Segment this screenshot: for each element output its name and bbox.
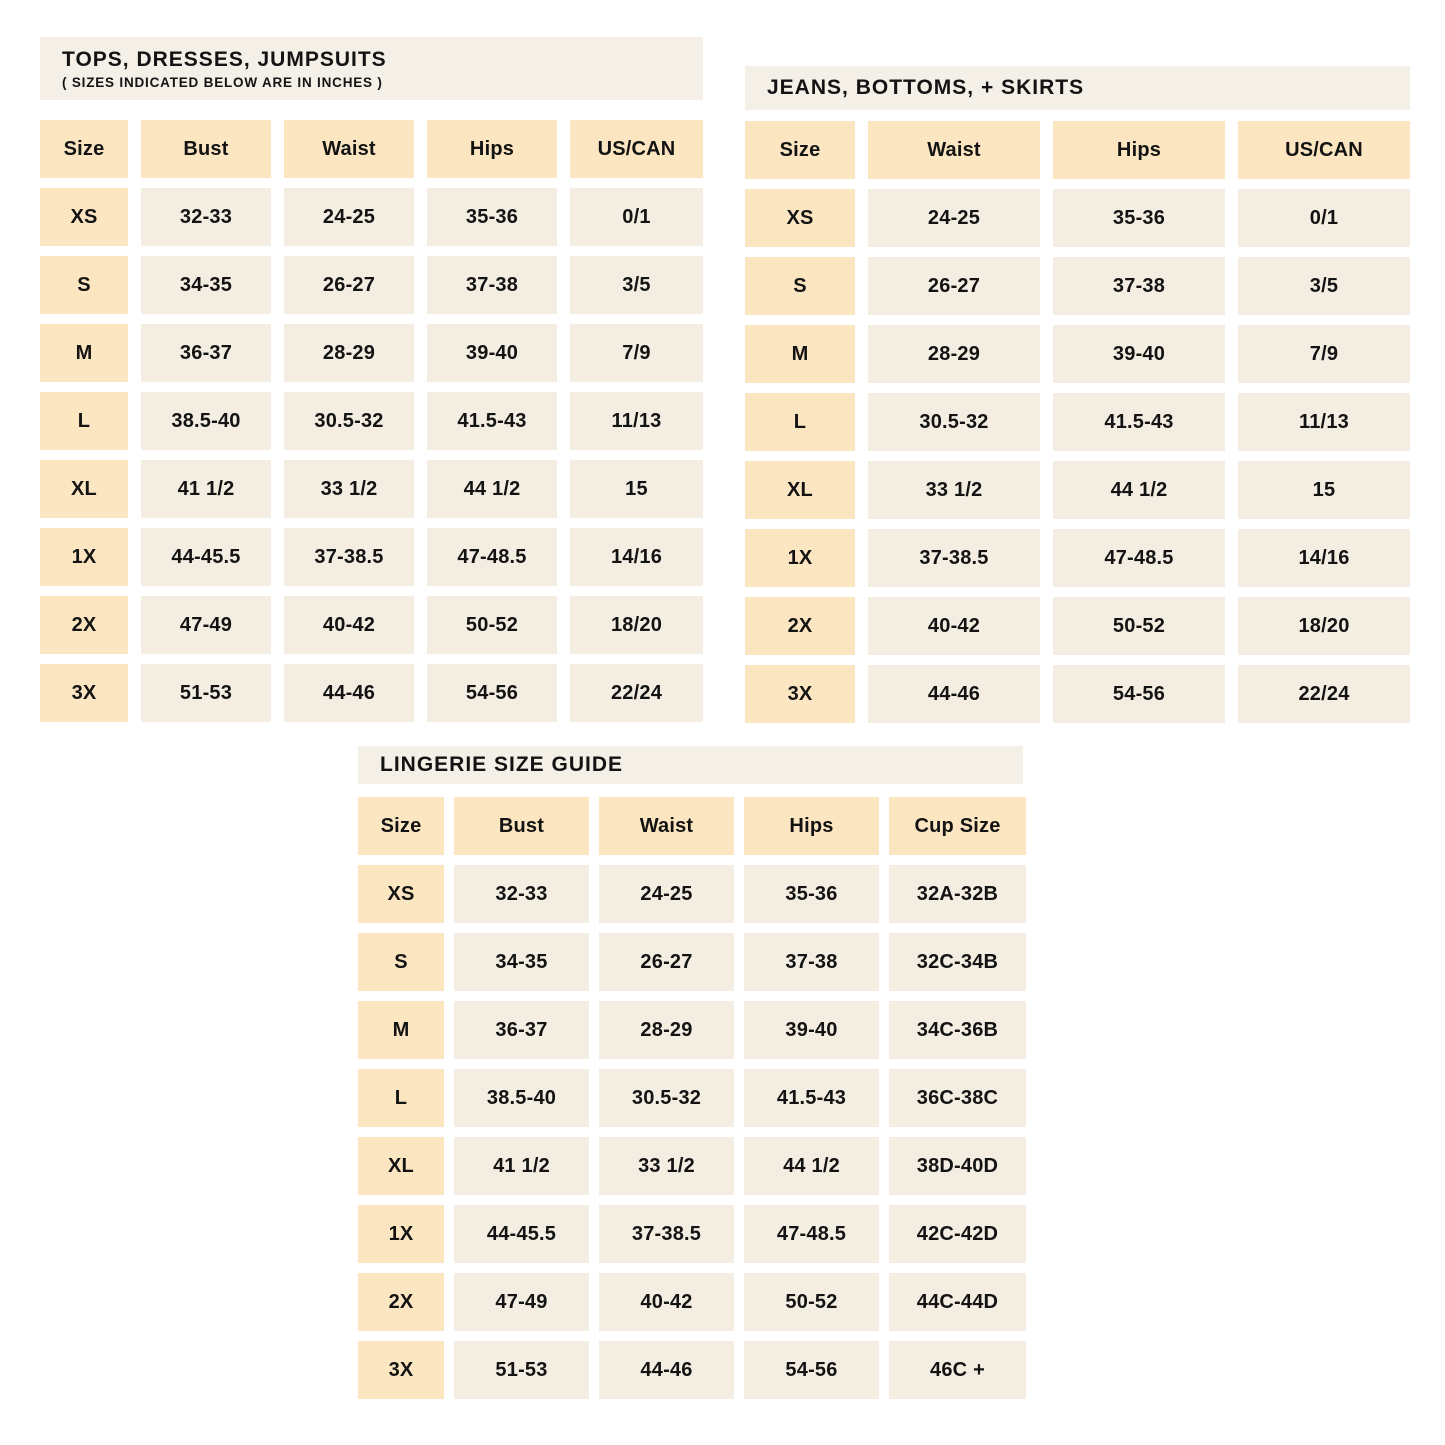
jeans-hips-value-l: 41.5-43 [1053, 393, 1225, 451]
jeans-size-label-3x: 3X [745, 665, 855, 723]
jeans-hips-value-xs: 35-36 [1053, 189, 1225, 247]
tops-size-label-3x: 3X [40, 664, 128, 722]
jeans-size-label-1x: 1X [745, 529, 855, 587]
tops-bust-value-1x: 44-45.5 [141, 528, 271, 586]
jeans-waist-value-l: 30.5-32 [868, 393, 1040, 451]
jeans-us-can-value-xl: 15 [1238, 461, 1410, 519]
jeans-hips-value-xl: 44 1/2 [1053, 461, 1225, 519]
jeans-column-header-waist: Waist [868, 121, 1040, 179]
tops-bust-value-m: 36-37 [141, 324, 271, 382]
lingerie-column-header-size: Size [358, 797, 444, 855]
tops-hips-value-2x: 50-52 [427, 596, 557, 654]
tops-table-subtitle: ( SIZES INDICATED BELOW ARE IN INCHES ) [62, 74, 383, 90]
jeans-hips-value-s: 37-38 [1053, 257, 1225, 315]
lingerie-cup-size-value-m: 34C-36B [889, 1001, 1026, 1059]
jeans-size-label-xl: XL [745, 461, 855, 519]
lingerie-hips-value-s: 37-38 [744, 933, 879, 991]
tops-waist-value-m: 28-29 [284, 324, 414, 382]
lingerie-cup-size-value-s: 32C-34B [889, 933, 1026, 991]
jeans-table-title-band [745, 66, 1410, 110]
tops-us-can-value-xl: 15 [570, 460, 703, 518]
lingerie-column-header-waist: Waist [599, 797, 734, 855]
tops-size-label-2x: 2X [40, 596, 128, 654]
tops-size-label-l: L [40, 392, 128, 450]
lingerie-hips-value-1x: 47-48.5 [744, 1205, 879, 1263]
tops-column-header-size: Size [40, 120, 128, 178]
lingerie-size-label-3x: 3X [358, 1341, 444, 1399]
tops-column-header-us-can: US/CAN [570, 120, 703, 178]
jeans-size-label-s: S [745, 257, 855, 315]
lingerie-waist-value-3x: 44-46 [599, 1341, 734, 1399]
jeans-size-label-xs: XS [745, 189, 855, 247]
lingerie-size-label-2x: 2X [358, 1273, 444, 1331]
lingerie-hips-value-xs: 35-36 [744, 865, 879, 923]
jeans-size-label-m: M [745, 325, 855, 383]
tops-table-grid [40, 120, 703, 722]
tops-table-title: TOPS, DRESSES, JUMPSUITS [62, 47, 387, 71]
lingerie-bust-value-xl: 41 1/2 [454, 1137, 589, 1195]
tops-bust-value-2x: 47-49 [141, 596, 271, 654]
lingerie-hips-value-2x: 50-52 [744, 1273, 879, 1331]
tops-hips-value-s: 37-38 [427, 256, 557, 314]
tops-waist-value-1x: 37-38.5 [284, 528, 414, 586]
lingerie-waist-value-xl: 33 1/2 [599, 1137, 734, 1195]
jeans-table-title: JEANS, BOTTOMS, + SKIRTS [767, 76, 1085, 99]
lingerie-bust-value-s: 34-35 [454, 933, 589, 991]
tops-size-label-xl: XL [40, 460, 128, 518]
lingerie-size-guide-table [358, 746, 1026, 1399]
tops-size-label-s: S [40, 256, 128, 314]
lingerie-hips-value-3x: 54-56 [744, 1341, 879, 1399]
lingerie-cup-size-value-1x: 42C-42D [889, 1205, 1026, 1263]
lingerie-size-label-m: M [358, 1001, 444, 1059]
tops-waist-value-3x: 44-46 [284, 664, 414, 722]
jeans-table-grid [745, 121, 1410, 723]
tops-us-can-value-1x: 14/16 [570, 528, 703, 586]
jeans-waist-value-xs: 24-25 [868, 189, 1040, 247]
tops-bust-value-xl: 41 1/2 [141, 460, 271, 518]
lingerie-size-label-s: S [358, 933, 444, 991]
lingerie-column-header-cup-size: Cup Size [889, 797, 1026, 855]
lingerie-cup-size-value-l: 36C-38C [889, 1069, 1026, 1127]
lingerie-size-label-xs: XS [358, 865, 444, 923]
jeans-us-can-value-m: 7/9 [1238, 325, 1410, 383]
lingerie-bust-value-xs: 32-33 [454, 865, 589, 923]
tops-hips-value-3x: 54-56 [427, 664, 557, 722]
tops-size-label-xs: XS [40, 188, 128, 246]
jeans-us-can-value-xs: 0/1 [1238, 189, 1410, 247]
lingerie-bust-value-2x: 47-49 [454, 1273, 589, 1331]
tops-column-header-waist: Waist [284, 120, 414, 178]
lingerie-bust-value-m: 36-37 [454, 1001, 589, 1059]
lingerie-cup-size-value-3x: 46C + [889, 1341, 1026, 1399]
lingerie-hips-value-l: 41.5-43 [744, 1069, 879, 1127]
tops-us-can-value-3x: 22/24 [570, 664, 703, 722]
lingerie-cup-size-value-xl: 38D-40D [889, 1137, 1026, 1195]
jeans-bottoms-skirts-table [745, 66, 1410, 723]
tops-bust-value-s: 34-35 [141, 256, 271, 314]
tops-column-header-bust: Bust [141, 120, 271, 178]
lingerie-waist-value-xs: 24-25 [599, 865, 734, 923]
tops-dresses-jumpsuits-table [40, 37, 703, 722]
jeans-size-label-l: L [745, 393, 855, 451]
jeans-waist-value-1x: 37-38.5 [868, 529, 1040, 587]
tops-us-can-value-m: 7/9 [570, 324, 703, 382]
jeans-waist-value-2x: 40-42 [868, 597, 1040, 655]
lingerie-size-label-l: L [358, 1069, 444, 1127]
jeans-column-header-hips: Hips [1053, 121, 1225, 179]
tops-waist-value-l: 30.5-32 [284, 392, 414, 450]
lingerie-hips-value-xl: 44 1/2 [744, 1137, 879, 1195]
lingerie-table-title-band [358, 746, 1023, 784]
jeans-hips-value-2x: 50-52 [1053, 597, 1225, 655]
lingerie-column-header-hips: Hips [744, 797, 879, 855]
jeans-waist-value-s: 26-27 [868, 257, 1040, 315]
lingerie-bust-value-3x: 51-53 [454, 1341, 589, 1399]
jeans-us-can-value-2x: 18/20 [1238, 597, 1410, 655]
jeans-us-can-value-3x: 22/24 [1238, 665, 1410, 723]
jeans-hips-value-1x: 47-48.5 [1053, 529, 1225, 587]
lingerie-waist-value-l: 30.5-32 [599, 1069, 734, 1127]
lingerie-table-title: LINGERIE SIZE GUIDE [380, 753, 624, 776]
jeans-hips-value-m: 39-40 [1053, 325, 1225, 383]
jeans-us-can-value-s: 3/5 [1238, 257, 1410, 315]
jeans-column-header-us-can: US/CAN [1238, 121, 1410, 179]
tops-us-can-value-l: 11/13 [570, 392, 703, 450]
lingerie-waist-value-m: 28-29 [599, 1001, 734, 1059]
lingerie-column-header-bust: Bust [454, 797, 589, 855]
lingerie-waist-value-2x: 40-42 [599, 1273, 734, 1331]
tops-size-label-m: M [40, 324, 128, 382]
jeans-waist-value-3x: 44-46 [868, 665, 1040, 723]
lingerie-cup-size-value-2x: 44C-44D [889, 1273, 1026, 1331]
tops-waist-value-xl: 33 1/2 [284, 460, 414, 518]
lingerie-hips-value-m: 39-40 [744, 1001, 879, 1059]
tops-column-header-hips: Hips [427, 120, 557, 178]
jeans-us-can-value-l: 11/13 [1238, 393, 1410, 451]
tops-waist-value-2x: 40-42 [284, 596, 414, 654]
tops-bust-value-l: 38.5-40 [141, 392, 271, 450]
tops-bust-value-xs: 32-33 [141, 188, 271, 246]
lingerie-bust-value-1x: 44-45.5 [454, 1205, 589, 1263]
lingerie-bust-value-l: 38.5-40 [454, 1069, 589, 1127]
tops-hips-value-l: 41.5-43 [427, 392, 557, 450]
lingerie-table-grid [358, 797, 1026, 1399]
jeans-waist-value-xl: 33 1/2 [868, 461, 1040, 519]
tops-waist-value-s: 26-27 [284, 256, 414, 314]
tops-us-can-value-xs: 0/1 [570, 188, 703, 246]
jeans-size-label-2x: 2X [745, 597, 855, 655]
tops-hips-value-xl: 44 1/2 [427, 460, 557, 518]
tops-size-label-1x: 1X [40, 528, 128, 586]
lingerie-waist-value-s: 26-27 [599, 933, 734, 991]
jeans-us-can-value-1x: 14/16 [1238, 529, 1410, 587]
tops-bust-value-3x: 51-53 [141, 664, 271, 722]
tops-us-can-value-s: 3/5 [570, 256, 703, 314]
lingerie-size-label-1x: 1X [358, 1205, 444, 1263]
tops-hips-value-m: 39-40 [427, 324, 557, 382]
jeans-column-header-size: Size [745, 121, 855, 179]
lingerie-size-label-xl: XL [358, 1137, 444, 1195]
jeans-hips-value-3x: 54-56 [1053, 665, 1225, 723]
tops-us-can-value-2x: 18/20 [570, 596, 703, 654]
tops-waist-value-xs: 24-25 [284, 188, 414, 246]
tops-hips-value-xs: 35-36 [427, 188, 557, 246]
lingerie-cup-size-value-xs: 32A-32B [889, 865, 1026, 923]
jeans-waist-value-m: 28-29 [868, 325, 1040, 383]
tops-hips-value-1x: 47-48.5 [427, 528, 557, 586]
tops-table-title-band [40, 37, 703, 100]
lingerie-waist-value-1x: 37-38.5 [599, 1205, 734, 1263]
